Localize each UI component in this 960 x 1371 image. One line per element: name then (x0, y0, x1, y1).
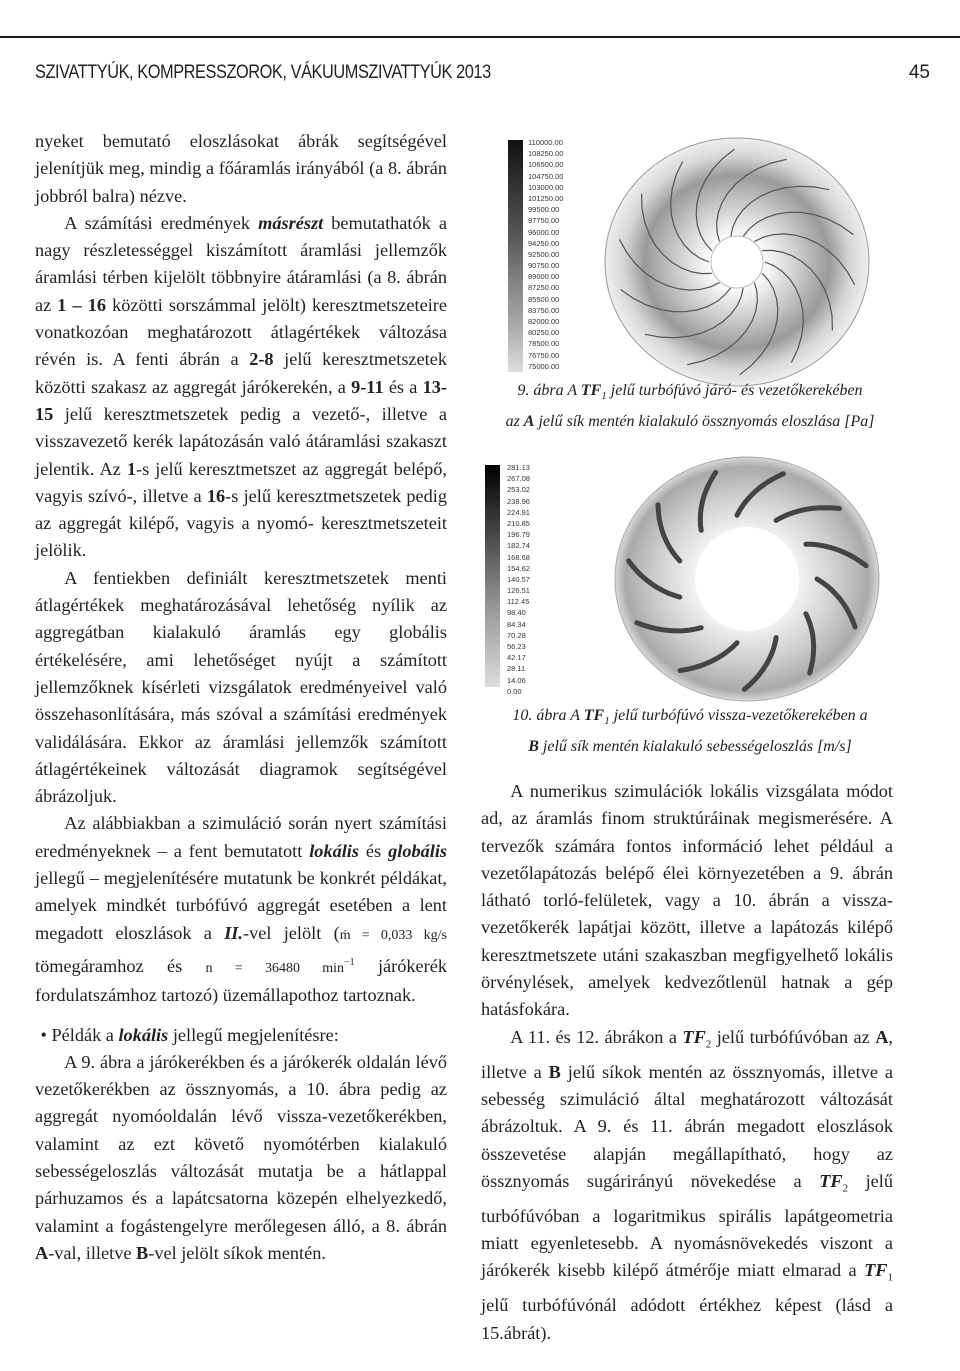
fig9-legend (528, 137, 563, 372)
fig10-legend-label: 238.96 (507, 496, 530, 506)
right-column (481, 778, 893, 1347)
fig9-legend-label: 75000.00 (528, 361, 560, 371)
fig9-colorbar (508, 140, 523, 372)
fig9-legend-label: 87250.00 (528, 283, 560, 293)
fig10-legend-label: 210.85 (507, 518, 530, 528)
fig10-legend-label: 196.79 (507, 530, 530, 540)
fig10-legend-label: 84.34 (507, 619, 526, 629)
fig9-legend-label: 96000.00 (528, 227, 560, 237)
fig9-legend-label: 89000.00 (528, 272, 560, 282)
fig9-pressure-plot (602, 136, 872, 388)
left-paragraph-2: A számítási eredmények másrészt bemutathatók a nagy részletességgel kiszámított áramlási jellemzők áramlási térben kijelölt többnyire átáramlási (a 8. ábrán az 1 – 16 közötti sorszámmal jelölt) keresztmetszeteire vonatkozóan meghatározott átlagértékek változása révén is. A fenti ábrán a 2-8 jelű keresztmetszetek közötti szakasz az aggregát járókerekén, a 9-11 és a 13-15 jelű keresztmetszetek pedig a vezető-, illetve a visszavezető kerék lapátozásán való átáramlási szakaszt jelentik. Az 1-s jelű keresztmetszet az aggregát belépő, vagyis szívó-, illetve a 16-s jelű keresztmetszetek pedig az aggregát kilépő, vagyis a nyomó- keresztmetszeteit jelölik. (35, 212, 448, 561)
fig10-legend-label: 267.08 (507, 474, 530, 484)
page-number: 45 (908, 62, 930, 83)
fig10-legend-label: 112.45 (507, 597, 530, 607)
fig10-legend-label: 70.28 (507, 630, 526, 640)
fig9-legend-label: 85500.00 (528, 294, 560, 304)
fig10-legend-label: 154.62 (507, 563, 530, 573)
fig10-legend-label: 126.51 (507, 586, 530, 596)
fig9-legend-label: 99500.00 (528, 205, 560, 215)
fig9-legend-label: 97750.00 (528, 216, 560, 226)
left-paragraph-1: nyeket bemutató eloszlásokat ábrák segítségével jelenítjük meg, mindig a főáramlás irányából (a 8. ábrán jobbról balra) nézve. (35, 131, 447, 206)
fig10-velocity-plot (612, 454, 882, 704)
fig9-legend-label: 108250.00 (528, 149, 564, 159)
fig9-legend-label: 83750.00 (528, 305, 560, 315)
fig10-legend-label: 56.23 (507, 642, 526, 651)
fig9-legend-label: 76750.00 (528, 350, 560, 360)
left-paragraph-3: A fentiekben definiált keresztmetszetek menti átlagértékek meghatározásával lehetőség nyílik az aggregátban kialakuló áramlás egy globális értékelésére, ami lehetőséget nyújt a számított jellemzőknek kísérleti vizsgálatok eredményeivel való összehasonlítására, más szóval a számítási eredmények validálására. Ekkor az áramlási jellemzők számított átlagértékeinek változását diagramok segítségével ábrázoljuk. (35, 567, 447, 807)
fig10-legend-label: 42.17 (507, 653, 526, 663)
fig10-legend-label: 224.91 (507, 507, 530, 517)
right-paragraph-1: A numerikus szimulációk lokális vizsgálata módot ad, az áramlás finom struktúráinak megismerésére. A tervezők számára fontos információ lehet például a vezetőlapátozás belépő élei környezetében a 9. ábrán látható torló-felületek, vagy a 10. ábrán a vissza-vezetőkerék lapátjai között, illetve a lapátozás kilépő keresztmetszete utáni szakaszban megfigyelhető lokális örvénylések, amelyek kedvezőtlenül hatnak a gép hatásfokára. (481, 781, 893, 1020)
fig10-legend-label: 98.40 (507, 608, 526, 618)
fig9-legend-label: 90750.00 (528, 261, 560, 271)
fig9-legend-label: 104750.00 (528, 171, 564, 181)
fig10-legend-label: 281.13 (507, 463, 530, 472)
right-paragraph-2: A 11. és 12. ábrákon a $TF_2$ jelű turbófúvóban az A, illetve a B jelű síkok mentén az össznyomás, illetve a sebesség szimuláció által meghatározott változását ábrázoltuk. A 9. és 11. ábrán megadott eloszlások összevetése alapján megállapítható, hogy az össznyomás sugárirányú növekedése a $TF_2$ jelű turbófúvóban a logaritmikus spirális lapátgeometria miatt egyenletesebb. A nyomásnövekedés viszont a járókerék kisebb kilépő átmérője miatt elmarad a $TF_1$ jelű turbófúvónál adódott értékhez képest (lásd a 15.ábrát). (481, 1026, 894, 1343)
fig9-legend-label: 82000.00 (528, 317, 560, 326)
fig10-legend-label: 253.02 (507, 485, 530, 495)
left-paragraph-5: A 9. ábra a járókerékben és a járókerék oldalán lévő vezetőkerékben az össznyomás, a 10. ábra pedig az aggregát nyomóoldalán lévő vissza-vezetőkerékben, valamint az ezt követő nyomótérben kialakuló sebességeloszlás változását mutatja be a hátlappal párhuzamos és a lapátcsatorna közepén elhelyezkedő, valamint a fogástengelyre merőlegesen álló, a 8. ábrán A-val, illetve B-vel jelölt síkok mentén. (35, 1051, 447, 1263)
fig9-caption: 9. ábra A $TF_1$ jelű turbófúvó járó- és vezetőkerekében az A jelű sík mentén kialakuló össznyomás eloszlása [Pa] (505, 382, 875, 431)
fig10-legend (507, 462, 530, 697)
fig9-legend-label: 78500.00 (528, 339, 560, 349)
fig9-legend-label: 103000.00 (528, 182, 564, 192)
fig9-hub (711, 236, 763, 288)
fig10-colorbar (485, 465, 500, 687)
fig10-caption: 10. ábra A $TF_1$ jelű turbófúvó vissza-vezetőkerekében a B jelű sík mentén kialakuló sebességeloszlás [m/s] (512, 707, 868, 756)
left-paragraph-4: Az alábbiakban a szimuláció során nyert számítási eredményeknek – a fent bemutatott lokális és globális jellegű – megjelenítésére mutatunk be konkrét példákat, amelyek mindkét turbófúvó aggregát esetében a lent megadott eloszlások a II.-vel jelölt (ṁ = 0,033 kg/s tömegáramhoz és n = 36480 $\min^{-1}$ járókerék fordulatszámhoz tartozó) üzemállapothoz tartoznak. (35, 813, 448, 1006)
fig9-legend-label: 80250.00 (528, 328, 560, 338)
fig10-legend-label: 182.74 (507, 541, 530, 551)
fig9-legend-label: 101250.00 (528, 193, 564, 203)
fig10-hub (695, 527, 799, 631)
fig10-legend-label: 140.57 (507, 574, 530, 584)
fig10-legend-label: 14.06 (507, 675, 526, 685)
fig9-legend-label: 110000.00 (528, 138, 563, 147)
journal-title: SZIVATTYÚK, KOMPRESSZOROK, VÁKUUMSZIVATTYÚK 2013 (35, 62, 491, 83)
fig9-legend-label: 94250.00 (528, 238, 560, 248)
fig10-legend-label: 0.00 (507, 686, 522, 696)
bullet-heading: • Példák a lokális jellegű megjelenítésre: (40, 1024, 339, 1045)
fig9-legend-label: 106500.00 (528, 160, 564, 170)
fig9-legend-label: 92500.00 (528, 249, 560, 259)
fig10-legend-label: 28.11 (507, 664, 526, 674)
fig10-legend-label: 168.68 (507, 552, 530, 562)
left-column (35, 128, 447, 1267)
top-rule (0, 36, 960, 38)
